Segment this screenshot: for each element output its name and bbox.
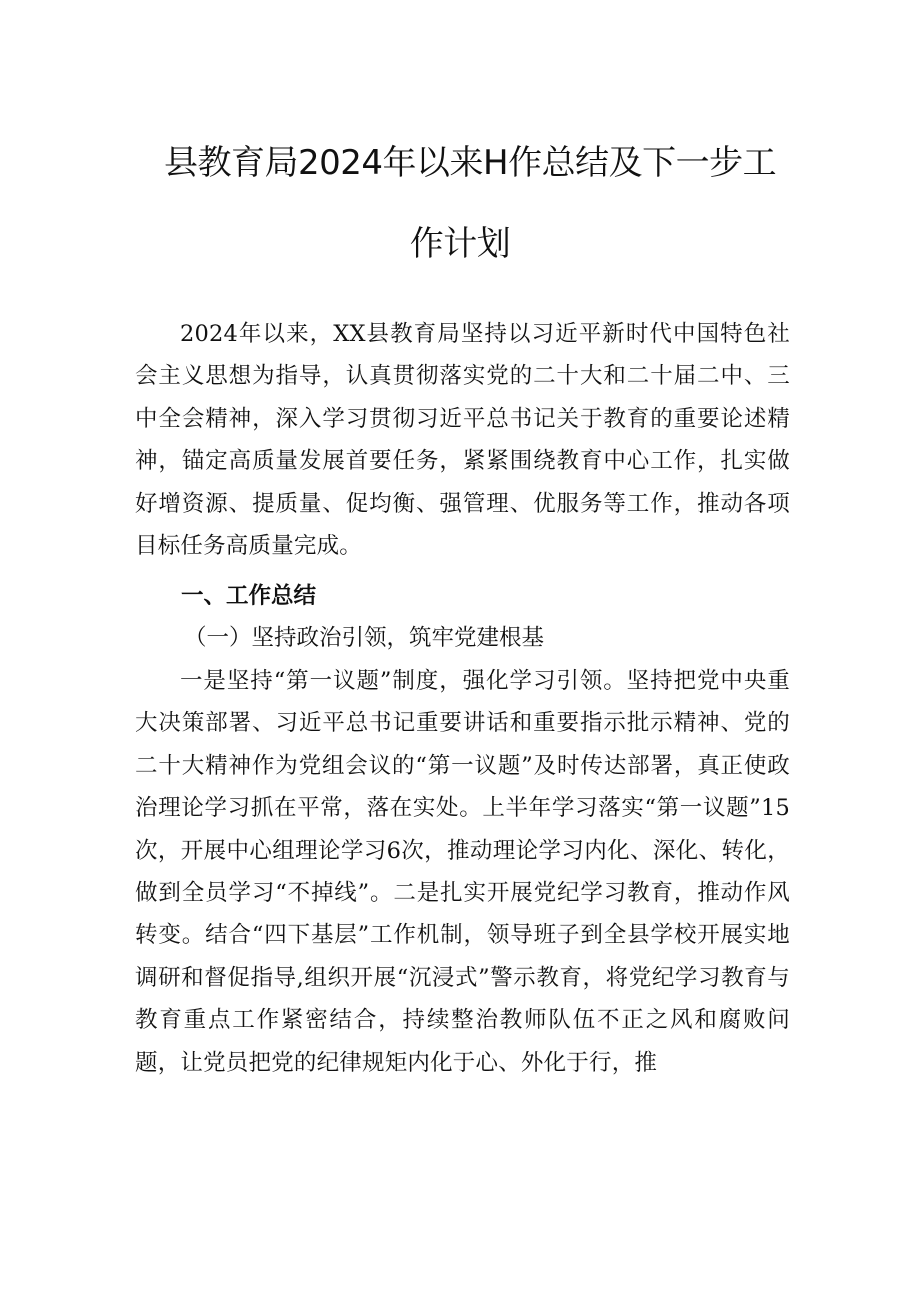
subsection-heading-political-leadership: （一）坚持政治引领，筑牢党建根基 bbox=[184, 625, 545, 651]
section-heading-work-summary: 一、工作总结 bbox=[181, 583, 317, 609]
document-title-line-2: 作计划 bbox=[409, 224, 511, 264]
subsection-paragraph: 一是坚持“第一议题”制度，强化学习引领。坚持把党中央重大决策部署、习近平总书记重要讲话和重要指示批示精神、党的二十大精神作为党组会议的“第一议题”及时传达部署，真正使政治理论学习抓在平常，落在实处。上半年学习落实“第一议题”15次，开展中心组理论学习6次，推动理论学习内化、深化、转化，做到全员学习“不掉线”。二是扎实开展党纪学习教育，推动作风转变。结合“四下基层”工作机制，领导班子到全县学校开展实地调研和督促指导,组织开展“沉浸式”警示教育，将党纪学习教育与教育重点工作紧密结合，持续整治教师队伍不正之风和腐败问题，让党员把党的纪律规矩内化于心、外化于行，推 bbox=[135, 668, 790, 1076]
intro-paragraph: 2024年以来，XX县教育局坚持以习近平新时代中国特色社会主义思想为指导，认真贯彻落实党的二十大和二十届二中、三中全会精神，深入学习贯彻习近平总书记关于教育的重要论述精神，锚定高质量发展首要任务，紧紧围绕教育中心工作，扎实做好增资源、提质量、促均衡、强管理、优服务等工作，推动各项目标任务高质量完成。 bbox=[135, 321, 790, 560]
document-title-line-1: 县教育局2024年以来H作总结及下一步工 bbox=[164, 143, 777, 183]
